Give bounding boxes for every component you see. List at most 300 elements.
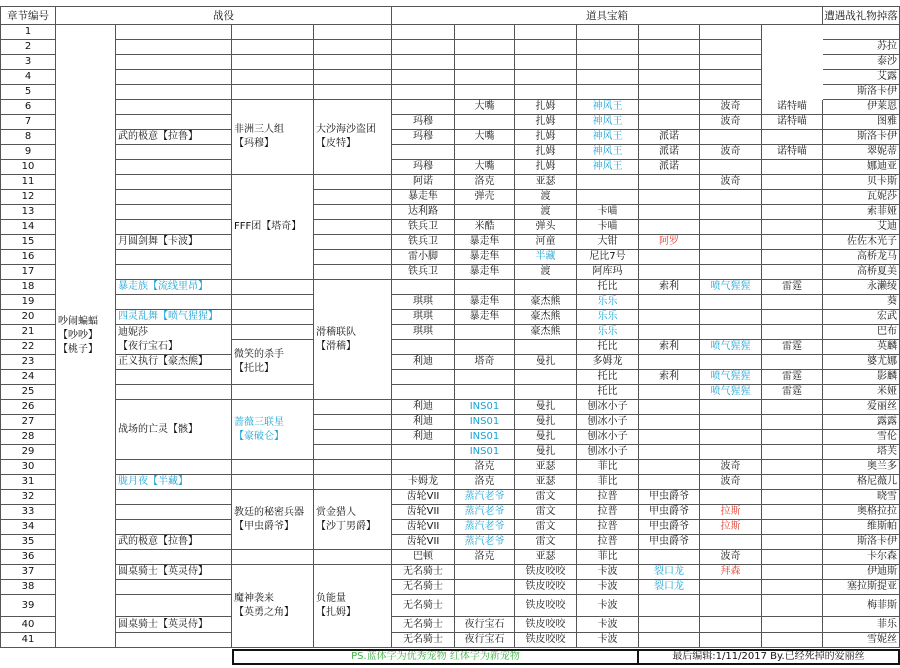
gift-drop: 奥兰多 xyxy=(823,460,900,475)
chest-item: 阿诺 xyxy=(392,175,455,190)
gift-drop: 巴布 xyxy=(823,325,900,340)
chest-item: 铁皮咬咬 xyxy=(515,633,577,648)
chest-item: 洛克 xyxy=(455,175,515,190)
chest-item: 乐乐 xyxy=(577,325,639,340)
gift-drop: 翠妮蒂 xyxy=(823,145,900,160)
chest-item: 喷气猩猩 xyxy=(700,340,762,355)
chest-item: 洛克 xyxy=(455,475,515,490)
battle-name: 四灵乱舞【喷气猩猩】 xyxy=(116,310,232,325)
chest-item xyxy=(639,355,700,370)
chest-item: 波奇 xyxy=(700,175,762,190)
chest-item xyxy=(700,445,762,460)
chest-item: 玛穆 xyxy=(392,130,455,145)
gift-drop: 艾迪 xyxy=(823,220,900,235)
chest-item xyxy=(639,250,700,265)
group-name-empty xyxy=(314,550,392,565)
chest-item xyxy=(455,325,515,340)
chest-item xyxy=(639,633,700,648)
header-chest: 道具宝箱 xyxy=(392,6,823,25)
chest-item xyxy=(577,190,639,205)
chest-item: 裂口龙 xyxy=(639,580,700,595)
team-name-empty xyxy=(232,25,314,40)
team-name-empty xyxy=(232,310,314,325)
chest-item: 波奇 xyxy=(700,145,762,160)
chest-item: 铁皮咬咬 xyxy=(515,595,577,617)
gift-drop: 艾露 xyxy=(823,70,900,85)
chest-item: 豪杰熊 xyxy=(515,310,577,325)
chapter-number: 28 xyxy=(0,430,56,445)
chest-item: 蒸汽老爷 xyxy=(455,520,515,535)
team-name: 蔷薇三联星 【豪破仑】 xyxy=(232,400,314,460)
chest-item xyxy=(515,55,577,70)
chest-item: 甲虫爵爷 xyxy=(639,490,700,505)
chest-item: 扎姆 xyxy=(515,115,577,130)
gift-drop: 宏武 xyxy=(823,310,900,325)
header-gift: 遭遇战礼物掉落 xyxy=(823,6,900,25)
chest-item xyxy=(639,205,700,220)
gift-drop: 露露 xyxy=(823,415,900,430)
battle-name-empty xyxy=(116,55,232,70)
chest-item xyxy=(392,40,455,55)
battle-name-empty xyxy=(116,70,232,85)
chest-item xyxy=(639,617,700,633)
battle-name-empty xyxy=(116,190,232,205)
chapter-number: 3 xyxy=(0,55,56,70)
chest-item: 琪琪 xyxy=(392,310,455,325)
chest-item: INS01 xyxy=(455,400,515,415)
chapter-number: 5 xyxy=(0,85,56,100)
gift-drop: 图雅 xyxy=(823,115,900,130)
gift-drop: 晓雪 xyxy=(823,490,900,505)
chest-item xyxy=(639,325,700,340)
chest-item xyxy=(762,205,823,220)
chapter-number: 22 xyxy=(0,340,56,355)
chest-item: 利迪 xyxy=(392,400,455,415)
chest-item: 卡波 xyxy=(577,633,639,648)
chest-item xyxy=(700,633,762,648)
chest-item: 派诺 xyxy=(639,160,700,175)
chest-item: 拉斯 xyxy=(700,505,762,520)
chest-item: 菲比 xyxy=(577,475,639,490)
group-name: 大沙海沙盗团 【皮特】 xyxy=(314,100,392,175)
gift-drop: 贝卡斯 xyxy=(823,175,900,190)
chest-item xyxy=(455,115,515,130)
chest-item xyxy=(515,370,577,385)
gift-drop: 奥格拉拉 xyxy=(823,505,900,520)
chest-item xyxy=(455,370,515,385)
chest-item: 卡波 xyxy=(577,617,639,633)
battle-name-empty xyxy=(116,85,232,100)
group-name-empty xyxy=(314,70,392,85)
chapter-number: 26 xyxy=(0,400,56,415)
gift-drop: 雪伦 xyxy=(823,430,900,445)
gift-drop: 斯洛卡伊 xyxy=(823,130,900,145)
chapter-number: 31 xyxy=(0,475,56,490)
chest-item: 曼扎 xyxy=(515,430,577,445)
chest-item: 无名骑士 xyxy=(392,595,455,617)
chest-item: 尼比7号 xyxy=(577,250,639,265)
chest-item xyxy=(577,25,639,40)
team-name-empty xyxy=(232,40,314,55)
chest-item: 洛克 xyxy=(455,460,515,475)
battle-name: 圆桌骑士【英灵侍】 xyxy=(116,617,232,633)
chest-item xyxy=(639,445,700,460)
chest-item: 扎姆 xyxy=(515,145,577,160)
battle-name-empty xyxy=(116,385,232,400)
chest-item: 渡 xyxy=(515,265,577,280)
chapter-number: 21 xyxy=(0,325,56,340)
chest-item: 大嘴 xyxy=(455,100,515,115)
chest-item xyxy=(700,295,762,310)
chest-item xyxy=(639,430,700,445)
battle-name: 月圆剑舞【卡波】 xyxy=(116,235,232,250)
gift-drop: 爱丽丝 xyxy=(823,400,900,415)
team-name-empty xyxy=(232,55,314,70)
chest-item xyxy=(392,460,455,475)
battle-name-empty xyxy=(116,580,232,595)
chest-item xyxy=(455,340,515,355)
team-name-empty xyxy=(232,460,314,475)
chest-item: 利迪 xyxy=(392,355,455,370)
chest-item xyxy=(455,580,515,595)
battle-name-empty xyxy=(116,265,232,280)
chest-item xyxy=(700,400,762,415)
group-name-empty xyxy=(314,400,392,415)
chest-item xyxy=(762,355,823,370)
chest-item xyxy=(515,25,577,40)
chapter-number: 32 xyxy=(0,490,56,505)
chest-item xyxy=(577,40,639,55)
chapter-number: 41 xyxy=(0,633,56,648)
chapter-number: 16 xyxy=(0,250,56,265)
chest-item: INS01 xyxy=(455,430,515,445)
chest-item: 乐乐 xyxy=(577,295,639,310)
chest-item: 卡波 xyxy=(577,565,639,580)
group-name-empty xyxy=(314,430,392,445)
chest-item: 卡喵 xyxy=(577,205,639,220)
gift-drop: 雪妮丝 xyxy=(823,633,900,648)
chest-item: 蒸汽老爷 xyxy=(455,505,515,520)
chest-item: 拉斯 xyxy=(700,520,762,535)
battle-name-empty xyxy=(116,145,232,160)
chest-item xyxy=(762,235,823,250)
chest-item: 扎姆 xyxy=(515,100,577,115)
chest-item: 齿轮VII xyxy=(392,520,455,535)
chest-item: 曼扎 xyxy=(515,400,577,415)
chest-item: 索利 xyxy=(639,280,700,295)
chest-item xyxy=(762,250,823,265)
chest-item: 利迪 xyxy=(392,430,455,445)
battle-name-empty xyxy=(116,160,232,175)
chest-item xyxy=(700,535,762,550)
chest-item xyxy=(700,85,762,100)
chapter-number: 40 xyxy=(0,617,56,633)
group-name-empty xyxy=(314,85,392,100)
chapter-number: 30 xyxy=(0,460,56,475)
chest-item xyxy=(762,565,823,580)
chest-item xyxy=(639,550,700,565)
chest-item: 神风王 xyxy=(577,160,639,175)
battle-name-empty xyxy=(116,520,232,535)
chest-item xyxy=(639,85,700,100)
chest-item xyxy=(455,280,515,295)
chapter-number: 15 xyxy=(0,235,56,250)
chest-item: 甲虫爵爷 xyxy=(639,520,700,535)
chest-item xyxy=(762,617,823,633)
chapter-number: 11 xyxy=(0,175,56,190)
gift-drop: 佐佐木光子 xyxy=(823,235,900,250)
chest-item: 波奇 xyxy=(700,460,762,475)
group-name-empty xyxy=(314,40,392,55)
gift-drop: 索菲娅 xyxy=(823,205,900,220)
chest-item: 雷文 xyxy=(515,505,577,520)
chapter-number: 4 xyxy=(0,70,56,85)
chest-item xyxy=(639,265,700,280)
chest-item: 喷气猩猩 xyxy=(700,385,762,400)
chest-item: 暴走隼 xyxy=(455,235,515,250)
chapter-number: 33 xyxy=(0,505,56,520)
chest-item xyxy=(762,220,823,235)
chapter-number: 27 xyxy=(0,415,56,430)
battle-name: 暴走族【流线里昂】 xyxy=(116,280,232,295)
chest-item: 喷气猩猩 xyxy=(700,280,762,295)
battle-name-empty xyxy=(116,460,232,475)
team-name-empty xyxy=(232,70,314,85)
chest-item xyxy=(700,617,762,633)
chest-item xyxy=(392,25,455,40)
chest-item xyxy=(762,430,823,445)
gift-drop: 高桥龙马 xyxy=(823,250,900,265)
chest-item xyxy=(639,385,700,400)
chest-item: 刨冰小子 xyxy=(577,445,639,460)
chest-item xyxy=(455,25,515,40)
chest-item xyxy=(455,595,515,617)
chest-item: 阿罗 xyxy=(639,235,700,250)
chapter-number: 24 xyxy=(0,370,56,385)
chest-item xyxy=(700,595,762,617)
chest-item xyxy=(577,55,639,70)
chest-item: 亚瑟 xyxy=(515,550,577,565)
chest-item: 裂口龙 xyxy=(639,565,700,580)
chest-item xyxy=(762,580,823,595)
chest-item xyxy=(392,445,455,460)
chest-item: 利迪 xyxy=(392,415,455,430)
group-name-empty xyxy=(314,475,392,490)
chest-item xyxy=(639,220,700,235)
chest-item xyxy=(762,535,823,550)
chest-item: 卡姆龙 xyxy=(392,475,455,490)
chest-item xyxy=(700,250,762,265)
battle-name-empty xyxy=(116,295,232,310)
chest-item xyxy=(392,85,455,100)
chest-item: 米酷 xyxy=(455,220,515,235)
chest-item xyxy=(762,130,823,145)
chest-item xyxy=(392,100,455,115)
chest-item: 齿轮VII xyxy=(392,535,455,550)
chest-item: 菲比 xyxy=(577,550,639,565)
gift-drop: 泰沙 xyxy=(823,55,900,70)
chest-item: 夜行宝石 xyxy=(455,617,515,633)
chest-item: 索利 xyxy=(639,370,700,385)
chest-item xyxy=(700,160,762,175)
chest-item: 卡喵 xyxy=(577,220,639,235)
battle-name: 圆桌骑士【英灵侍】 xyxy=(116,565,232,580)
chest-item xyxy=(762,415,823,430)
chest-item xyxy=(392,340,455,355)
team-name-empty xyxy=(232,280,314,295)
chest-item: 暴走隼 xyxy=(455,250,515,265)
chapter-number: 25 xyxy=(0,385,56,400)
gift-drop: 斯洛卡伊 xyxy=(823,85,900,100)
chest-item: 巴顿 xyxy=(392,550,455,565)
chest-item xyxy=(762,175,823,190)
chest-item: 索利 xyxy=(639,340,700,355)
chapter-number: 23 xyxy=(0,355,56,370)
chest-item: 铁皮咬咬 xyxy=(515,565,577,580)
team-name-empty xyxy=(232,85,314,100)
chest-item: 洛克 xyxy=(455,550,515,565)
battle-name: 迪妮莎 【夜行宝石】 xyxy=(116,325,232,355)
chest-item xyxy=(392,370,455,385)
chest-item: 拉普 xyxy=(577,490,639,505)
team-name-empty xyxy=(232,385,314,400)
group-name-empty xyxy=(314,190,392,205)
chest-item: 无名骑士 xyxy=(392,580,455,595)
battle-name: 武的极意【拉鲁】 xyxy=(116,535,232,550)
boss-column: 吵闹蝙蝠 【吵吵】 【桃子】 xyxy=(56,25,116,648)
chapter-number: 36 xyxy=(0,550,56,565)
gift-drop: 维斯帕 xyxy=(823,520,900,535)
chest-item: 铁皮咬咬 xyxy=(515,580,577,595)
battle-name: 战场的亡灵【骸】 xyxy=(116,400,232,460)
chest-item: 阿库玛 xyxy=(577,265,639,280)
chapter-number: 39 xyxy=(0,595,56,617)
chest-item: 扎姆 xyxy=(515,160,577,175)
battle-name-empty xyxy=(116,100,232,115)
chest-item xyxy=(700,220,762,235)
chest-item: INS01 xyxy=(455,415,515,430)
battle-name-empty xyxy=(116,175,232,190)
chest-item: 半藏 xyxy=(515,250,577,265)
gift-drop: 卡尔森 xyxy=(823,550,900,565)
chest-item: 铁兵卫 xyxy=(392,265,455,280)
chest-item: 甲虫爵爷 xyxy=(639,535,700,550)
group-name-empty xyxy=(314,445,392,460)
group-name-empty xyxy=(314,220,392,235)
chest-item xyxy=(639,100,700,115)
chest-item xyxy=(392,70,455,85)
chest-item xyxy=(762,400,823,415)
chest-item xyxy=(515,385,577,400)
chest-item: 蒸汽老爷 xyxy=(455,535,515,550)
chapter-number: 9 xyxy=(0,145,56,160)
chest-item xyxy=(455,385,515,400)
chest-item: 雷小脚 xyxy=(392,250,455,265)
chest-item xyxy=(455,40,515,55)
chest-item: INS01 xyxy=(455,445,515,460)
chest-item: 雷霆 xyxy=(762,280,823,295)
chest-item xyxy=(700,325,762,340)
chapter-number: 14 xyxy=(0,220,56,235)
chest-item xyxy=(700,355,762,370)
gift-drop: 瓦妮莎 xyxy=(823,190,900,205)
group-name-empty xyxy=(314,205,392,220)
battle-name-empty xyxy=(116,220,232,235)
gift-drop: 葵 xyxy=(823,295,900,310)
chest-item: 刨冰小子 xyxy=(577,430,639,445)
chapter-number: 29 xyxy=(0,445,56,460)
chest-item xyxy=(455,85,515,100)
chest-item: 铁兵卫 xyxy=(392,235,455,250)
group-name-empty xyxy=(314,55,392,70)
team-name-empty xyxy=(232,325,314,340)
chapter-number: 17 xyxy=(0,265,56,280)
battle-name: 武的极意【拉鲁】 xyxy=(116,130,232,145)
chest-item: 无名骑士 xyxy=(392,565,455,580)
chest-item xyxy=(762,310,823,325)
chest-item xyxy=(762,633,823,648)
chest-item xyxy=(639,55,700,70)
gift-drop: 塞拉斯提亚 xyxy=(823,580,900,595)
chest-item: 亚瑟 xyxy=(515,460,577,475)
chest-item xyxy=(639,115,700,130)
chest-item xyxy=(762,475,823,490)
chest-item: 豪杰熊 xyxy=(515,295,577,310)
gift-drop: 梅菲斯 xyxy=(823,595,900,617)
chest-item: 夜行宝石 xyxy=(455,633,515,648)
chapter-number: 8 xyxy=(0,130,56,145)
chapter-number: 18 xyxy=(0,280,56,295)
chest-item: 神风王 xyxy=(577,130,639,145)
group-name: 滑稽联队 【滑稽】 xyxy=(314,280,392,400)
chest-item xyxy=(515,85,577,100)
chest-item xyxy=(762,505,823,520)
chest-item xyxy=(455,565,515,580)
chest-item: 诺特喵 xyxy=(762,100,823,115)
chest-item: 铁皮咬咬 xyxy=(515,617,577,633)
chest-item: 蒸汽老爷 xyxy=(455,490,515,505)
chest-item xyxy=(700,430,762,445)
chapter-number: 6 xyxy=(0,100,56,115)
chapter-number: 37 xyxy=(0,565,56,580)
chest-item: 托比 xyxy=(577,280,639,295)
chest-item: 喷气猩猩 xyxy=(700,370,762,385)
team-name: 魔神袭来 【英勇之角】 xyxy=(232,565,314,648)
group-name-empty xyxy=(314,415,392,430)
team-name: 教廷的秘密兵器 【甲虫爵爷】 xyxy=(232,490,314,550)
chest-item: 豪杰熊 xyxy=(515,325,577,340)
chest-item: 玛穆 xyxy=(392,160,455,175)
gift-drop: 英麟 xyxy=(823,340,900,355)
chest-item: 雷文 xyxy=(515,535,577,550)
chest-item xyxy=(639,415,700,430)
chest-item xyxy=(700,25,762,40)
chest-item: 甲虫爵爷 xyxy=(639,505,700,520)
team-name-empty xyxy=(232,475,314,490)
gift-drop: 伊迪斯 xyxy=(823,565,900,580)
chest-item xyxy=(700,130,762,145)
chapter-number: 38 xyxy=(0,580,56,595)
chest-item xyxy=(762,265,823,280)
chest-item xyxy=(762,520,823,535)
chest-item: 暴走隼 xyxy=(455,310,515,325)
chest-item xyxy=(639,400,700,415)
chest-item: 多姆龙 xyxy=(577,355,639,370)
chest-item: 派诺 xyxy=(639,130,700,145)
chest-item: 拉普 xyxy=(577,505,639,520)
gift-drop: 高桥夏美 xyxy=(823,265,900,280)
chest-item xyxy=(392,280,455,295)
